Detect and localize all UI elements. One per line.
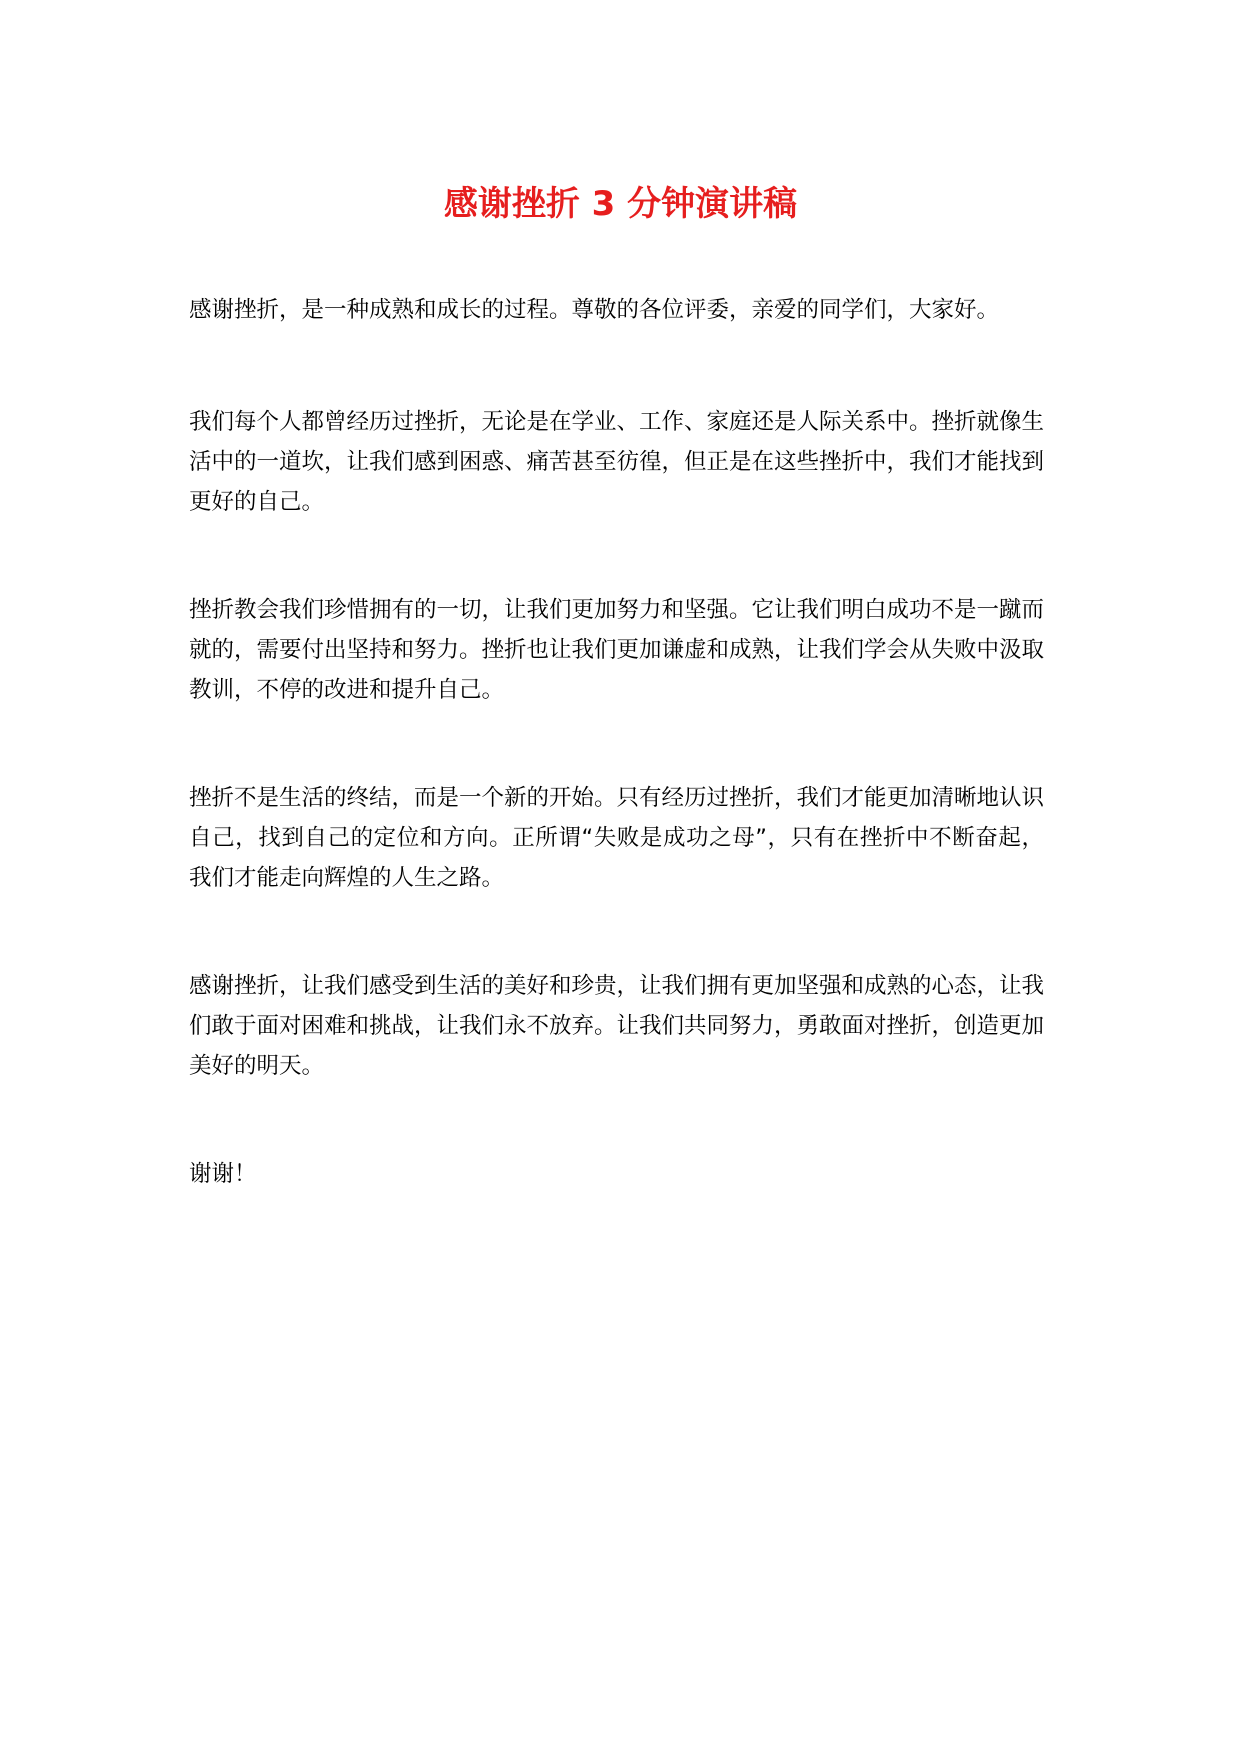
document-title: 感谢挫折 3 分钟演讲稿 — [443, 184, 798, 224]
paragraph-gratitude: 感谢挫折，让我们感受到生活的美好和珍贵，让我们拥有更加坚强和成熟的心态，让我们敢于面对困难和挑战，让我们永不放弃。让我们共同努力，勇敢面对挫折，创造更加美好的明天。 — [189, 973, 1045, 1079]
paragraph-new-start: 挫折不是生活的终结，而是一个新的开始。只有经历过挫折，我们才能更加清晰地认识自己，找到自己的定位和方向。正所谓“失败是成功之母”，只有在挫折中不断奋起，我们才能走向辉煌的人生之路。 — [189, 785, 1045, 891]
paragraph-opening: 感谢挫折，是一种成熟和成长的过程。尊敬的各位评委，亲爱的同学们，大家好。 — [189, 297, 1000, 323]
paragraph-thanks: 谢谢！ — [189, 1161, 257, 1187]
document-body — [189, 290, 1044, 1194]
paragraph-lessons: 挫折教会我们珍惜拥有的一切，让我们更加努力和坚强。它让我们明白成功不是一蹴而就的，需要付出坚持和努力。挫折也让我们更加谦虚和成熟，让我们学会从失败中汲取教训，不停的改进和提升自己。 — [189, 597, 1045, 703]
paragraph-experience: 我们每个人都曾经历过挫折，无论是在学业、工作、家庭还是人际关系中。挫折就像生活中的一道坎，让我们感到困惑、痛苦甚至彷徨，但正是在这些挫折中，我们才能找到更好的自己。 — [189, 409, 1045, 515]
